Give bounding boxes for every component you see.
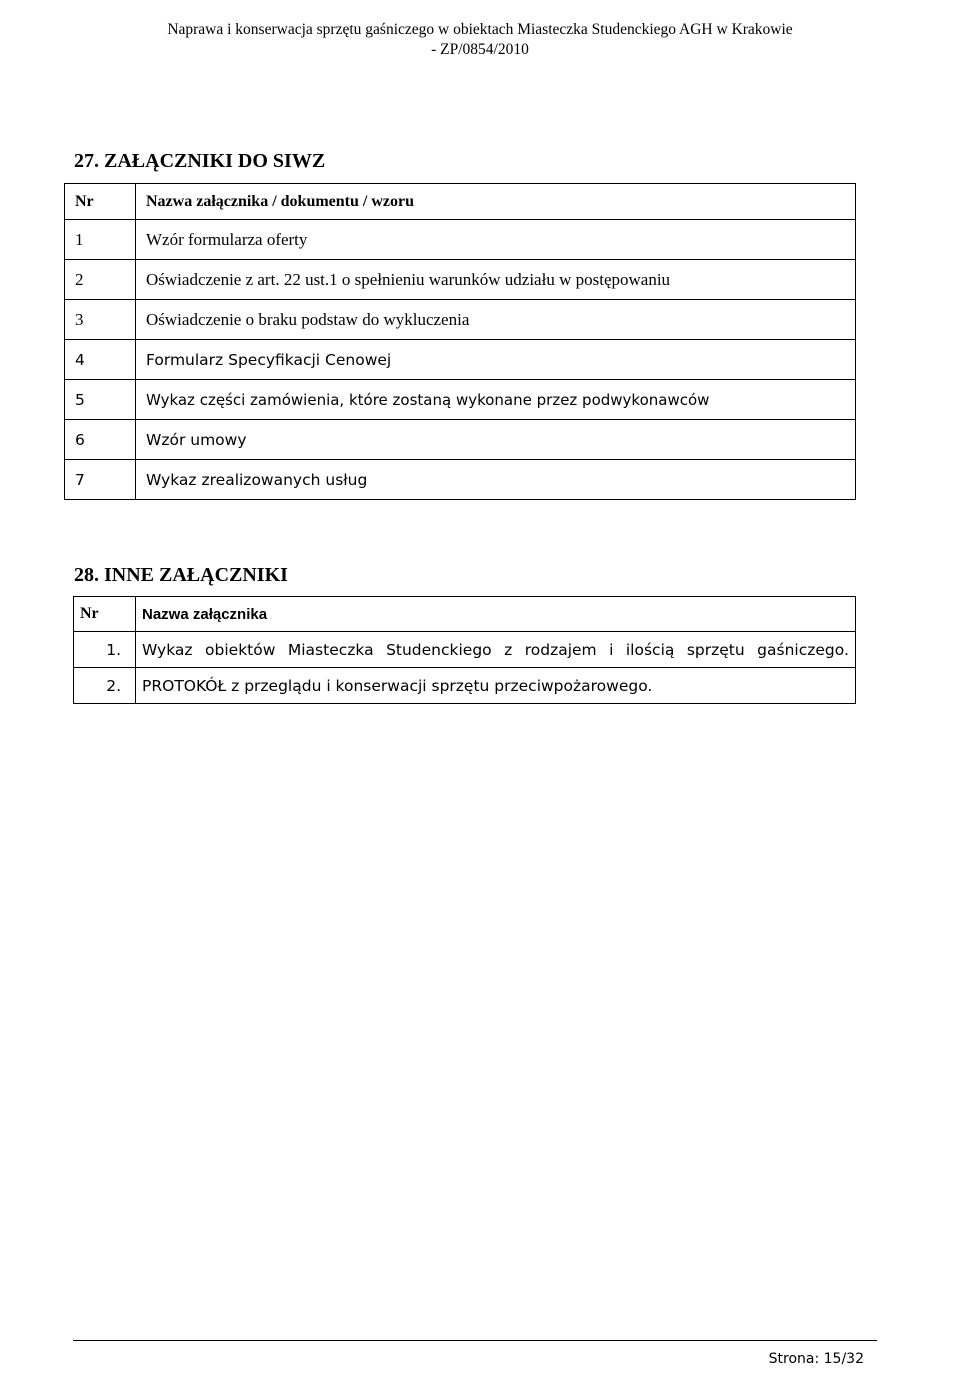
table-header-row [74, 597, 856, 632]
table-row [65, 260, 856, 300]
row-nr: 1 [65, 220, 136, 260]
word: i [609, 640, 614, 659]
table-header-row [65, 184, 856, 220]
word: Miasteczka [287, 640, 374, 659]
word: z [504, 640, 513, 659]
row-name: Wzór formularza oferty [136, 220, 856, 260]
row-name: Wykaz części zamówienia, które zostaną wykonane przez podwykonawców [136, 380, 856, 420]
section-27-title: 27. ZAŁĄCZNIKI DO SIWZ [74, 150, 326, 172]
row-nr: 3 [65, 300, 136, 340]
header-reference: - ZP/0854/2010 [431, 41, 529, 58]
word: Studenckiego [386, 640, 492, 659]
table-row [65, 380, 856, 420]
table-row [65, 300, 856, 340]
table-row [74, 668, 856, 704]
column-header-nr: Nr [74, 597, 136, 632]
word: gaśniczego. [757, 640, 849, 659]
row-name: Wykaz zrealizowanych usług [136, 460, 856, 500]
row-name [136, 632, 856, 668]
page-header [0, 20, 960, 60]
row-nr: 6 [65, 420, 136, 460]
table-row [65, 420, 856, 460]
page-number: Strona: 15/32 [768, 1351, 864, 1367]
word: sprzętu [686, 640, 745, 659]
attachments-table [64, 183, 856, 500]
column-header-name: Nazwa załącznika [136, 597, 856, 632]
row-nr: 2. [74, 668, 136, 704]
word: ilością [625, 640, 675, 659]
row-name: PROTOKÓŁ z przeglądu i konserwacji sprzętu przeciwpożarowego. [136, 668, 856, 704]
row-name: Wzór umowy [136, 420, 856, 460]
row-nr: 7 [65, 460, 136, 500]
row-name: Formularz Specyfikacji Cenowej [136, 340, 856, 380]
word: obiektów [205, 640, 276, 659]
column-header-name: Nazwa załącznika / dokumentu / wzoru [136, 184, 856, 220]
justified-text [142, 641, 849, 659]
row-nr: 4 [65, 340, 136, 380]
table-row [65, 340, 856, 380]
word: Wykaz [142, 640, 193, 659]
row-nr: 5 [65, 380, 136, 420]
row-name: Oświadczenie z art. 22 ust.1 o spełnieniu warunków udziału w postępowaniu [136, 260, 856, 300]
other-attachments-table [73, 596, 856, 704]
footer-divider [73, 1340, 877, 1341]
header-title: Naprawa i konserwacja sprzętu gaśniczego w obiektach Miasteczka Studenckiego AGH w Krakowie [167, 21, 793, 38]
row-nr: 1. [74, 632, 136, 668]
column-header-nr: Nr [65, 184, 136, 220]
section-28-title: 28. INNE ZAŁĄCZNIKI [74, 564, 288, 586]
row-name: Oświadczenie o braku podstaw do wykluczenia [136, 300, 856, 340]
table-row [74, 632, 856, 668]
table-row [65, 220, 856, 260]
word: rodzajem [524, 640, 597, 659]
table-row [65, 460, 856, 500]
row-nr: 2 [65, 260, 136, 300]
